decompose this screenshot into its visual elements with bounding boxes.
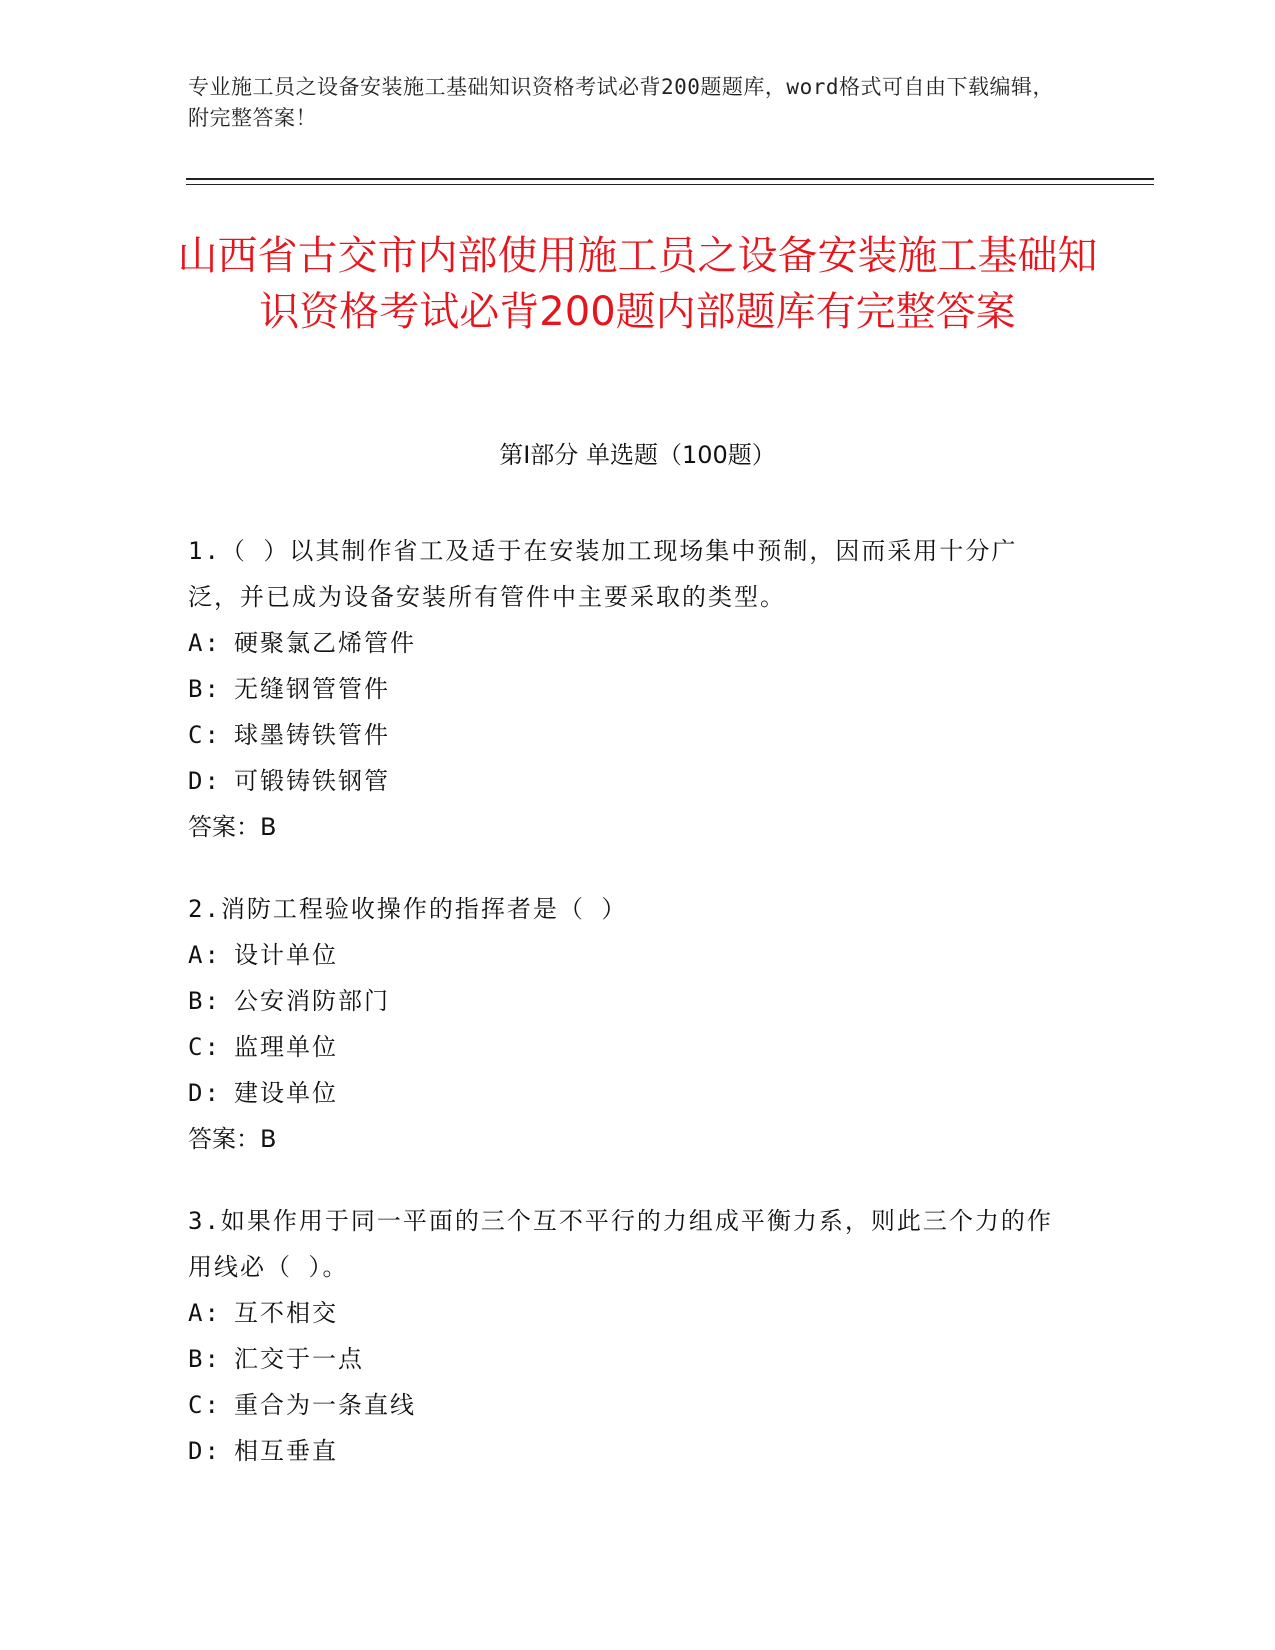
option-c bbox=[188, 1024, 1068, 1070]
option-b bbox=[188, 1336, 1068, 1382]
question-2 bbox=[188, 886, 1068, 1162]
option-text: 设计单位 bbox=[234, 941, 338, 969]
header-rule-thin bbox=[186, 184, 1154, 185]
question-stem: 1.（ ）以其制作省工及适于在安装加工现场集中预制，因而采用十分广泛，并已成为设备安装所有管件中主要采取的类型。 bbox=[188, 537, 1018, 611]
option-text: 汇交于一点 bbox=[234, 1345, 364, 1373]
section-heading: 第I部分 单选题（100题） bbox=[499, 441, 776, 469]
option-text: 无缝钢管管件 bbox=[234, 675, 390, 703]
option-key: C: bbox=[188, 1391, 221, 1419]
option-text: 球墨铸铁管件 bbox=[234, 721, 390, 749]
option-key: D: bbox=[188, 1437, 221, 1465]
option-key: B: bbox=[188, 675, 221, 703]
question-3 bbox=[188, 1198, 1068, 1474]
option-key: B: bbox=[188, 987, 221, 1015]
option-key: A: bbox=[188, 629, 221, 657]
header-rule-thick bbox=[186, 178, 1154, 180]
option-text: 监理单位 bbox=[234, 1033, 338, 1061]
option-text: 重合为一条直线 bbox=[234, 1391, 416, 1419]
option-a bbox=[188, 620, 1068, 666]
answer-line: 答案：B bbox=[188, 1125, 277, 1153]
option-text: 可锻铸铁钢管 bbox=[234, 767, 390, 795]
option-text: 相互垂直 bbox=[234, 1437, 338, 1465]
option-text: 互不相交 bbox=[234, 1299, 338, 1327]
option-a bbox=[188, 932, 1068, 978]
option-text: 建设单位 bbox=[234, 1079, 338, 1107]
document-title: 山西省古交市内部使用施工员之设备安装施工基础知识资格考试必背200题内部题库有完整答案 bbox=[177, 233, 1098, 335]
option-key: C: bbox=[188, 721, 221, 749]
option-key: A: bbox=[188, 941, 221, 969]
answer-line: 答案：B bbox=[188, 813, 277, 841]
option-key: C: bbox=[188, 1033, 221, 1061]
header-note: 专业施工员之设备安装施工基础知识资格考试必背200题题库，word格式可自由下载编辑，附完整答案！ bbox=[188, 75, 1054, 130]
option-c bbox=[188, 712, 1068, 758]
question-1 bbox=[188, 528, 1068, 850]
option-key: B: bbox=[188, 1345, 221, 1373]
option-key: D: bbox=[188, 767, 221, 795]
question-stem: 2.消防工程验收操作的指挥者是（ ） bbox=[188, 895, 628, 923]
option-d bbox=[188, 758, 1068, 804]
option-text: 硬聚氯乙烯管件 bbox=[234, 629, 416, 657]
option-b bbox=[188, 666, 1068, 712]
question-list bbox=[188, 528, 1068, 1510]
option-d bbox=[188, 1428, 1068, 1474]
option-key: A: bbox=[188, 1299, 221, 1327]
option-c bbox=[188, 1382, 1068, 1428]
option-a bbox=[188, 1290, 1068, 1336]
option-b bbox=[188, 978, 1068, 1024]
question-stem: 3.如果作用于同一平面的三个互不平行的力组成平衡力系，则此三个力的作用线必（ ）。 bbox=[188, 1207, 1053, 1281]
option-key: D: bbox=[188, 1079, 221, 1107]
option-text: 公安消防部门 bbox=[234, 987, 390, 1015]
option-d bbox=[188, 1070, 1068, 1116]
